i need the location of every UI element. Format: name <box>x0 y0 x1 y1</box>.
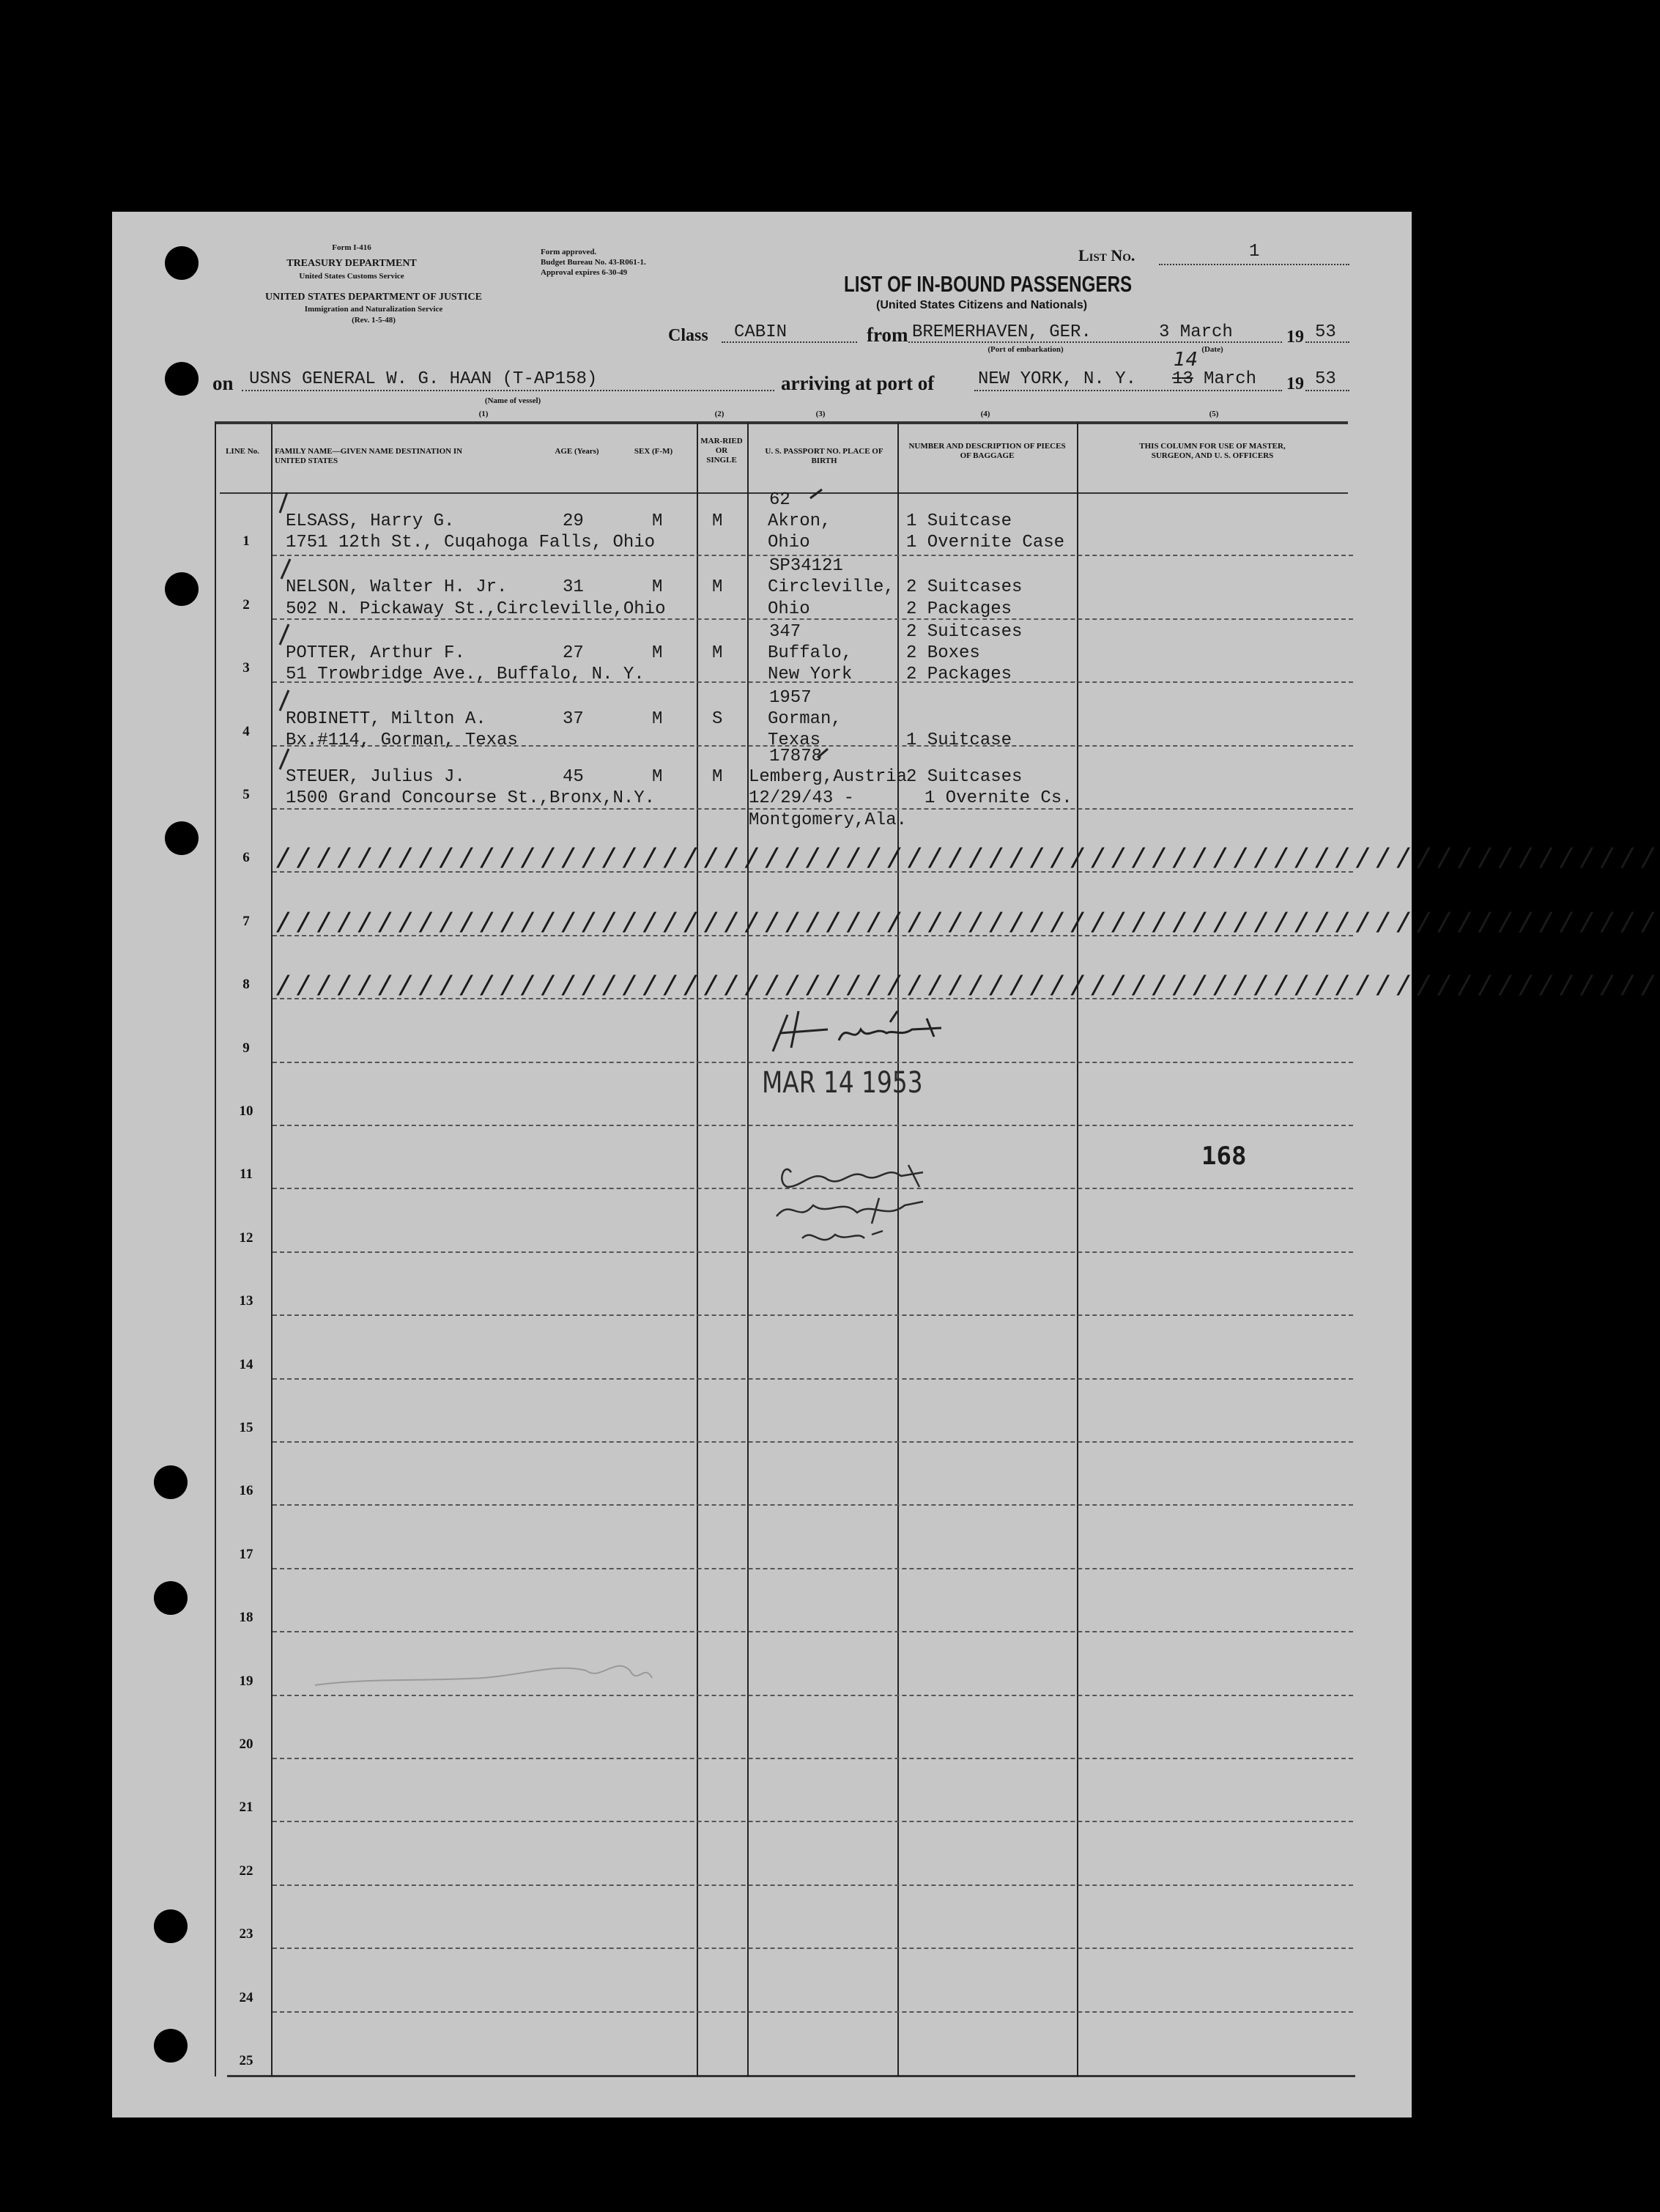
col-header-married: MAR-RIED OR SINGLE <box>700 437 743 465</box>
punch-hole <box>165 572 199 606</box>
passenger-2-age: 31 <box>563 577 584 597</box>
line-number: 7 <box>242 913 250 929</box>
row-line <box>273 1631 1353 1632</box>
passenger-1-address: 1751 12th St., Cuqahoga Falls, Ohio <box>286 533 656 552</box>
line-number: 17 <box>239 1546 253 1562</box>
form-approval: Form approved. <box>541 248 597 256</box>
line-number: 4 <box>242 723 250 739</box>
line-number: 19 <box>239 1673 253 1689</box>
punch-hole <box>154 1909 188 1943</box>
passenger-4-age: 37 <box>563 709 584 729</box>
list-no-value: 1 <box>1249 242 1260 262</box>
col-header-baggage: NUMBER AND DESCRIPTION OF PIECES OF BAGGAGE <box>908 442 1066 460</box>
passenger-2-passport: SP34121 <box>769 556 843 576</box>
arrival-port: NEW YORK, N. Y. <box>978 369 1137 389</box>
arrival-year-prefix: 19 <box>1286 374 1304 393</box>
line-number: 2 <box>242 596 250 613</box>
passenger-1-birth-line1: Akron, <box>768 511 831 531</box>
passenger-5-name: STEUER, Julius J. <box>286 767 465 787</box>
passenger-1-baggage-2: 1 Overnite Case <box>906 533 1065 552</box>
from-port: BREMERHAVEN, GER. <box>912 322 1092 342</box>
justice-dept: UNITED STATES DEPARTMENT OF JUSTICE <box>265 292 482 303</box>
row-line <box>273 1947 1353 1949</box>
line-number: 12 <box>239 1229 253 1246</box>
name-col-divider <box>697 423 698 2076</box>
row-line <box>273 1314 1353 1316</box>
passenger-2-address: 502 N. Pickaway St.,Circleville,Ohio <box>286 599 666 619</box>
passenger-5-married: M <box>712 767 723 787</box>
budget-bureau: Budget Bureau No. 43-R061-1. <box>541 258 646 267</box>
line-number: 8 <box>242 977 250 993</box>
col-header-sex: SEX (F-M) <box>634 447 673 456</box>
passenger-5-birth-line1: Lemberg,Austria <box>749 767 908 787</box>
row-line <box>273 1504 1353 1506</box>
customs-service: United States Customs Service <box>299 272 404 281</box>
baggage-col-divider <box>1077 423 1078 2076</box>
from-year: 53 <box>1315 322 1336 342</box>
arrival-day-corrected: 14 <box>1174 349 1198 371</box>
passenger-3-married: M <box>712 643 723 663</box>
col-number-2: (2) <box>714 410 725 418</box>
line-number: 9 <box>242 1040 250 1056</box>
date-stamp: MAR 14 1953 <box>762 1066 923 1100</box>
passenger-2-name: NELSON, Walter H. Jr. <box>286 577 508 597</box>
passenger-2-sex: M <box>652 577 663 597</box>
punch-hole <box>154 1465 188 1499</box>
passenger-5-passport: 17878 <box>769 747 823 766</box>
year-prefix: 19 <box>1286 328 1304 347</box>
line-number: 20 <box>239 1736 253 1752</box>
col-header-age: AGE (Years) <box>555 447 599 456</box>
passenger-4-baggage-2: 1 Suitcase <box>906 730 1012 750</box>
page-title: LIST OF IN-BOUND PASSENGERS <box>844 271 1133 297</box>
passenger-2-baggage-1: 2 Suitcases <box>906 577 1023 597</box>
punch-hole <box>154 1581 188 1615</box>
row-line <box>273 1378 1353 1380</box>
passenger-1-married: M <box>712 511 723 531</box>
passenger-3-baggage-1: 2 Boxes <box>906 643 980 663</box>
passenger-3-sex: M <box>652 643 663 663</box>
passenger-2-baggage-2: 2 Packages <box>906 599 1012 619</box>
passenger-4-sex: M <box>652 709 663 729</box>
passenger-4-name: ROBINETT, Milton A. <box>286 709 486 729</box>
cancel-marks-line-7: //////////////////////////////////////////////////////////////////// <box>275 909 1660 941</box>
ins-service: Immigration and Naturalization Service <box>304 305 443 314</box>
col-header-officers: THIS COLUMN FOR USE OF MASTER, SURGEON, AND U. S. OFFICERS <box>1139 442 1286 460</box>
line-number: 6 <box>242 850 250 866</box>
passenger-4-birth-line1: Gorman, <box>768 709 842 729</box>
passenger-4-birth-line2: Texas <box>768 730 821 750</box>
treasury-dept: TREASURY DEPARTMENT <box>286 258 417 269</box>
row-line <box>273 1884 1353 1886</box>
passenger-1-name: ELSASS, Harry G. <box>286 511 455 531</box>
passenger-1-sex: M <box>652 511 663 531</box>
line-number: 22 <box>239 1863 253 1879</box>
from-label: from <box>867 324 908 346</box>
passenger-2-birth-line2: Ohio <box>768 599 810 619</box>
table-top-border <box>215 421 1348 424</box>
line-number: 13 <box>239 1293 253 1309</box>
vessel-name: USNS GENERAL W. G. HAAN (T-AP158) <box>249 369 598 389</box>
rev-date: (Rev. 1-5-48) <box>352 316 396 325</box>
page-number: 168 <box>1201 1142 1247 1171</box>
arrival-day-struck: 13 <box>1172 369 1193 389</box>
passenger-4-address: Bx.#114, Gorman, Texas <box>286 730 518 750</box>
vessel-caption: (Name of vessel) <box>484 396 541 405</box>
row-line <box>273 1125 1353 1126</box>
passenger-3-birth-line1: Buffalo, <box>768 643 853 663</box>
date-caption: (Date) <box>1201 345 1223 354</box>
arrival-line <box>974 390 1282 391</box>
col-number-4: (4) <box>980 410 990 418</box>
vessel-line <box>242 390 774 391</box>
approval-expires: Approval expires 6-30-49 <box>541 268 628 277</box>
punch-hole <box>165 821 199 855</box>
class-value: CABIN <box>734 322 788 342</box>
faint-signature <box>308 1649 659 1715</box>
arrival-year: 53 <box>1315 369 1336 389</box>
passenger-5-sex: M <box>652 767 663 787</box>
passenger-1-baggage-1: 1 Suitcase <box>906 511 1012 531</box>
passenger-5-birth-line2: 12/29/43 - <box>749 788 855 808</box>
row-line <box>273 2011 1353 2013</box>
line-number: 10 <box>239 1103 253 1119</box>
married-col-divider <box>747 423 749 2076</box>
passenger-4-married: S <box>712 709 723 729</box>
passenger-1-passport: 62 <box>769 490 790 510</box>
medical-release-signature <box>762 1154 952 1264</box>
passenger-3-passport: 347 <box>769 622 801 642</box>
arrival-month: March <box>1204 369 1257 389</box>
line-number: 5 <box>242 787 250 802</box>
passenger-5-age: 45 <box>563 767 584 787</box>
passenger-3-age: 27 <box>563 643 584 663</box>
passenger-5-baggage-1: 2 Suitcases <box>906 767 1023 787</box>
punch-hole <box>165 246 199 280</box>
on-label: on <box>212 372 234 394</box>
passenger-3-baggage-0: 2 Suitcases <box>906 622 1023 642</box>
list-no-label: List No. <box>1078 246 1135 265</box>
line-number: 1 <box>242 533 250 550</box>
passenger-3-name: POTTER, Arthur F. <box>286 643 465 663</box>
arrival-year-line <box>1305 390 1349 391</box>
line-number: 24 <box>239 1989 253 2005</box>
passenger-5-birth-line3: Montgomery,Ala. <box>749 810 908 830</box>
passenger-3-baggage-2: 2 Packages <box>906 665 1012 684</box>
cancel-marks-line-6: //////////////////////////////////////////////////////////////////// <box>275 845 1660 876</box>
passenger-3-birth-line2: New York <box>768 665 853 684</box>
line-number: 18 <box>239 1610 253 1626</box>
line-number: 21 <box>239 1799 253 1816</box>
passenger-1-age: 29 <box>563 511 584 531</box>
passenger-5-address: 1500 Grand Concourse St.,Bronx,N.Y. <box>286 788 656 808</box>
inspector-signature <box>758 1007 978 1066</box>
line-number: 11 <box>240 1166 253 1183</box>
line-number: 14 <box>239 1356 253 1372</box>
class-label: Class <box>668 326 708 345</box>
row-line <box>273 1441 1353 1443</box>
passenger-4-passport: 1957 <box>769 688 812 708</box>
punch-hole <box>165 362 199 396</box>
page-subtitle: (United States Citizens and Nationals) <box>876 299 1088 311</box>
from-date: 3 March <box>1159 322 1233 342</box>
line-number: 25 <box>239 2053 253 2068</box>
line-number: 3 <box>242 660 250 676</box>
row-line <box>273 1821 1353 1822</box>
row-line <box>273 1568 1353 1569</box>
passenger-1-birth-line2: Ohio <box>768 533 810 552</box>
table-bottom-border <box>227 2075 1355 2077</box>
arriving-label: arriving at port of <box>781 372 935 394</box>
port-embark-caption: (Port of embarkation) <box>988 345 1064 354</box>
cancel-marks-line-8: //////////////////////////////////////////////////////////////////// <box>275 972 1660 1004</box>
table-left-border <box>215 423 216 2076</box>
line-number: 15 <box>239 1420 253 1435</box>
passenger-5-baggage-2: 1 Overnite Cs. <box>925 788 1072 808</box>
passenger-2-birth-line1: Circleville, <box>768 577 894 597</box>
col-number-5: (5) <box>1209 410 1219 418</box>
col-number-1: (1) <box>478 410 489 418</box>
col-number-3: (3) <box>815 410 826 418</box>
form-number: Form I-416 <box>332 243 371 252</box>
passenger-3-address: 51 Trowbridge Ave., Buffalo, N. Y. <box>286 665 645 684</box>
col-header-line: LINE No. <box>226 447 259 456</box>
line-number: 23 <box>239 1926 253 1942</box>
row-line <box>273 1758 1353 1759</box>
line-number: 16 <box>239 1483 253 1499</box>
col-header-passport: U. S. PASSPORT NO. PLACE OF BIRTH <box>765 447 883 465</box>
list-no-line <box>1159 264 1349 265</box>
punch-hole <box>154 2029 188 2063</box>
col-header-name: FAMILY NAME—GIVEN NAME DESTINATION IN UNITED STATES <box>275 447 463 465</box>
passenger-2-married: M <box>712 577 723 597</box>
line-col-divider <box>271 423 273 2076</box>
